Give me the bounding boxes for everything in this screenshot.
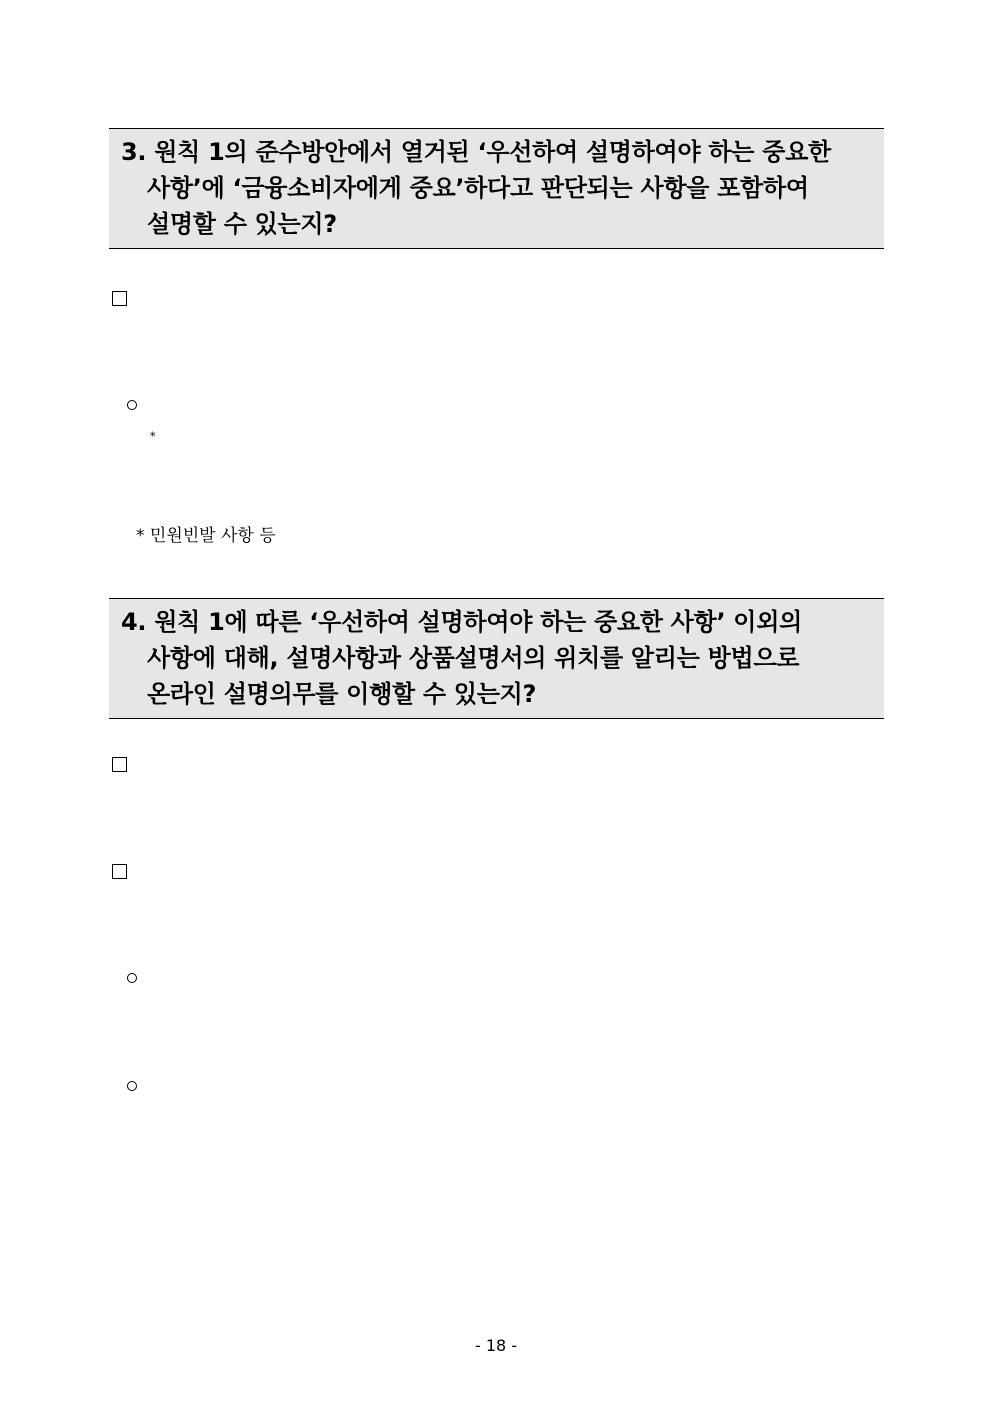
question-4-line-2: 사항에 대해, 설명사항과 상품설명서의 위치를 알리는 방법으로 xyxy=(147,644,800,672)
page-number: - 18 - xyxy=(474,1336,518,1355)
question-4-box xyxy=(109,598,884,719)
answer-4-item-1 xyxy=(110,753,885,825)
answer-4-item-4 xyxy=(110,1075,885,1147)
question-3-box xyxy=(109,128,884,249)
answer-4-item-2 xyxy=(110,860,885,932)
question-4-line-1: 4. 원칙 1에 따른 ‘우선하여 설명하여야 하는 중요한 사항’ 이외의 xyxy=(121,608,802,636)
question-3-line-3: 설명할 수 있는지? xyxy=(147,210,337,238)
answer-3-item-1 xyxy=(110,287,885,359)
answer-4-item-3 xyxy=(110,967,885,1039)
checkbox-square-icon xyxy=(112,757,127,772)
answer-3-item-2: * xyxy=(110,394,885,502)
question-4-line-3: 온라인 설명의무를 이행할 수 있는지? xyxy=(147,680,537,708)
bullet-circle-icon xyxy=(127,400,137,410)
bullet-circle-icon xyxy=(127,973,137,983)
footnote-3: * 민원빈발 사항 등 xyxy=(136,526,276,546)
checkbox-square-icon xyxy=(112,864,127,879)
question-3-line-1: 3. 원칙 1의 준수방안에서 열거된 ‘우선하여 설명하여야 하는 중요한 xyxy=(121,138,831,166)
question-3-line-2: 사항’에 ‘금융소비자에게 중요’하다고 판단되는 사항을 포함하여 xyxy=(147,174,809,202)
bullet-circle-icon xyxy=(127,1081,137,1091)
checkbox-square-icon xyxy=(112,291,127,306)
